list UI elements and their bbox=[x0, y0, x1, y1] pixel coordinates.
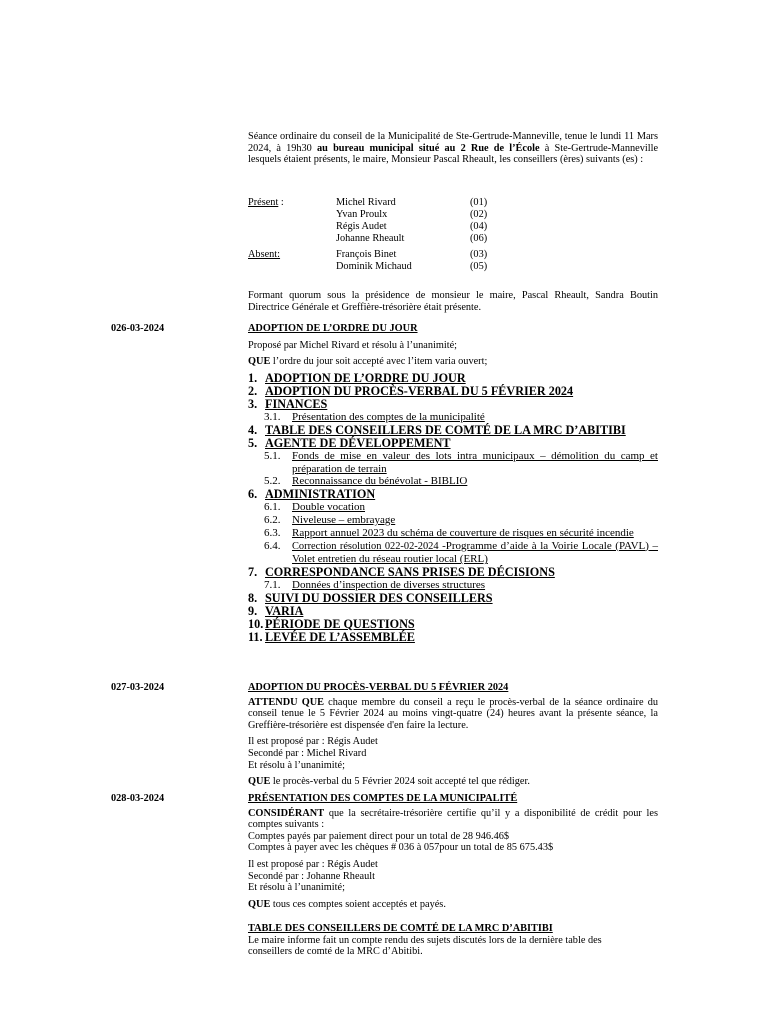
agenda-item: 4. TABLE DES CONSEILLERS DE COMTÉ DE LA MRC D’ABITIBI bbox=[248, 422, 626, 437]
councillor-name: Michel Rivard bbox=[336, 197, 396, 208]
councillor-name: Régis Audet bbox=[336, 221, 387, 232]
agenda-item: 10. PÉRIODE DE QUESTIONS bbox=[248, 616, 415, 631]
agenda-subitem: 7.1. Données d’inspection de diverses structures bbox=[264, 579, 486, 592]
agenda-subitem: 5.1. Fonds de mise en valeur des lots intra municipaux – démolition du camp et préparation de terrain bbox=[264, 449, 658, 475]
que-line: QUE tous ces comptes soient acceptés et payés. bbox=[248, 898, 446, 910]
attendance-row bbox=[248, 221, 508, 233]
seconded-by: Secondé par : Johanne Rheault bbox=[248, 870, 375, 882]
agenda-item: 5. AGENTE DE DÉVELOPPEMENT bbox=[248, 435, 451, 450]
resolution-number: 028-03-2024 bbox=[111, 793, 165, 804]
resolution-number: 026-03-2024 bbox=[111, 323, 165, 334]
councillor-name: Yvan Proulx bbox=[336, 209, 388, 220]
resolved-line: Et résolu à l’unanimité; bbox=[248, 882, 345, 894]
resolution-title: PRÉSENTATION DES COMPTES DE LA MUNICIPALITÉ bbox=[248, 793, 518, 804]
proposal-line: Proposé par Michel Rivard et résolu à l’unanimité; bbox=[248, 339, 458, 351]
agenda-subitem: 6.1. Double vocation bbox=[264, 501, 366, 514]
agenda-list bbox=[248, 372, 658, 644]
seat-number: (04) bbox=[470, 221, 488, 232]
resolution-title: ADOPTION DU PROCÈS-VERBAL DU 5 FÉVRIER 2024 bbox=[248, 682, 509, 693]
seat-number: (03) bbox=[470, 249, 488, 260]
accounts-paid-line: Comptes payés par paiement direct pour un total de 28 946.46$ bbox=[248, 830, 510, 842]
resolution-agenda-adoption bbox=[248, 323, 658, 368]
agenda-item: 6. ADMINISTRATION bbox=[248, 487, 376, 502]
mrc-table-section bbox=[248, 923, 658, 958]
absent-label: Absent: bbox=[248, 249, 281, 260]
proposed-by: Il est proposé par : Régis Audet bbox=[248, 736, 378, 748]
agenda-subitem: 5.2. Reconnaissance du bénévolat - BIBLIO bbox=[264, 475, 468, 488]
attendance-row bbox=[248, 249, 508, 261]
considerant-paragraph: CONSIDÉRANT que la secrétaire-trésorière certifie qu’il y a disponibilité de crédit pour les comptes suivants : bbox=[248, 807, 658, 831]
resolution-title: ADOPTION DE L’ORDRE DU JOUR bbox=[248, 323, 418, 334]
agenda-subitem: 6.3. Rapport annuel 2023 du schéma de couverture de risques en sécurité incendie bbox=[264, 526, 634, 539]
que-line: QUE l’ordre du jour soit accepté avec l’item varia ouvert; bbox=[248, 356, 488, 368]
attendance-row bbox=[248, 209, 508, 221]
agenda-subitem: 6.4. Correction résolution 022-02-2024 -Programme d’aide à la Voirie Locale (PAVL) – Volet entretien du réseau routier local (ERL) bbox=[264, 539, 658, 566]
resolution-accounts bbox=[248, 793, 658, 910]
resolution-number: 027-03-2024 bbox=[111, 682, 165, 693]
proposed-by: Il est proposé par : Régis Audet bbox=[248, 858, 378, 870]
seconded-by: Secondé par : Michel Rivard bbox=[248, 747, 367, 759]
seat-number: (01) bbox=[470, 197, 488, 208]
agenda-item: 11. LEVÉE DE L’ASSEMBLÉE bbox=[248, 629, 415, 644]
meeting-location: au bureau municipal situé au 2 Rue de l’École bbox=[317, 142, 540, 154]
section-title: TABLE DES CONSEILLERS DE COMTÉ DE LA MRC D’ABITIBI bbox=[248, 923, 553, 934]
agenda-subitem: 6.2. Niveleuse – embrayage bbox=[264, 513, 396, 526]
session-intro: Séance ordinaire du conseil de la Municipalité de Ste-Gertrude-Manneville, tenue le lundi 11 Mars 2024, à 19h30 au bureau municipal situé au 2 Rue de l’École à Ste-Gertrude-Manneville lesquels étaient présents, le maire, Monsieur Pascal Rheault, les conseillers (ères) suivants (es) : bbox=[248, 131, 659, 166]
attendance-row bbox=[248, 197, 508, 209]
councillor-name: François Binet bbox=[336, 249, 397, 260]
agenda-item: 9. VARIA bbox=[248, 603, 304, 618]
quorum-statement: Formant quorum sous la présidence de monsieur le maire, Pascal Rheault, Sandra Boutin Directrice Générale et Greffière-trésorière était présente. bbox=[248, 290, 658, 313]
attendance-row bbox=[248, 233, 508, 245]
seat-number: (06) bbox=[470, 233, 488, 244]
attendu-paragraph: ATTENDU QUE chaque membre du conseil a reçu le procès-verbal de la séance ordinaire du conseil tenue le 5 Février 2024 au moins vingt-quatre (24) heures avant la présente séance, la Greffière-trésorière est dispensée d'en faire la lecture. bbox=[248, 696, 658, 731]
resolution-minutes-adoption bbox=[248, 682, 658, 788]
seat-number: (02) bbox=[470, 209, 488, 220]
section-text: Le maire informe fait un compte rendu des sujets discutés lors de la dernière table des conseillers de comté de la MRC d’Abitibi. bbox=[248, 934, 602, 958]
seat-number: (05) bbox=[470, 261, 488, 272]
agenda-item: 2. ADOPTION DU PROCÈS-VERBAL DU 5 FÉVRIER 2024 bbox=[248, 384, 574, 398]
accounts-to-pay-line: Comptes à payer avec les chèques # 036 à 057pour un total de 85 675.43$ bbox=[248, 842, 554, 854]
agenda-item: 7. CORRESPONDANCE SANS PRISES DE DÉCISIONS bbox=[248, 565, 555, 580]
agenda-item: 8. SUIVI DU DOSSIER DES CONSEILLERS bbox=[248, 590, 493, 605]
present-label: Présent : bbox=[248, 197, 284, 208]
que-line: QUE le procès-verbal du 5 Février 2024 soit accepté tel que rédiger. bbox=[248, 776, 530, 788]
councillor-name: Johanne Rheault bbox=[336, 233, 405, 244]
agenda-item: 1. ADOPTION DE L’ORDRE DU JOUR bbox=[248, 371, 466, 385]
councillor-name: Dominik Michaud bbox=[336, 261, 412, 272]
agenda-item: 3. FINANCES bbox=[248, 397, 328, 411]
agenda-subitem: 3.1. Présentation des comptes de la municipalité bbox=[264, 411, 485, 423]
resolved-line: Et résolu à l’unanimité; bbox=[248, 759, 345, 771]
attendance-row bbox=[248, 261, 508, 273]
